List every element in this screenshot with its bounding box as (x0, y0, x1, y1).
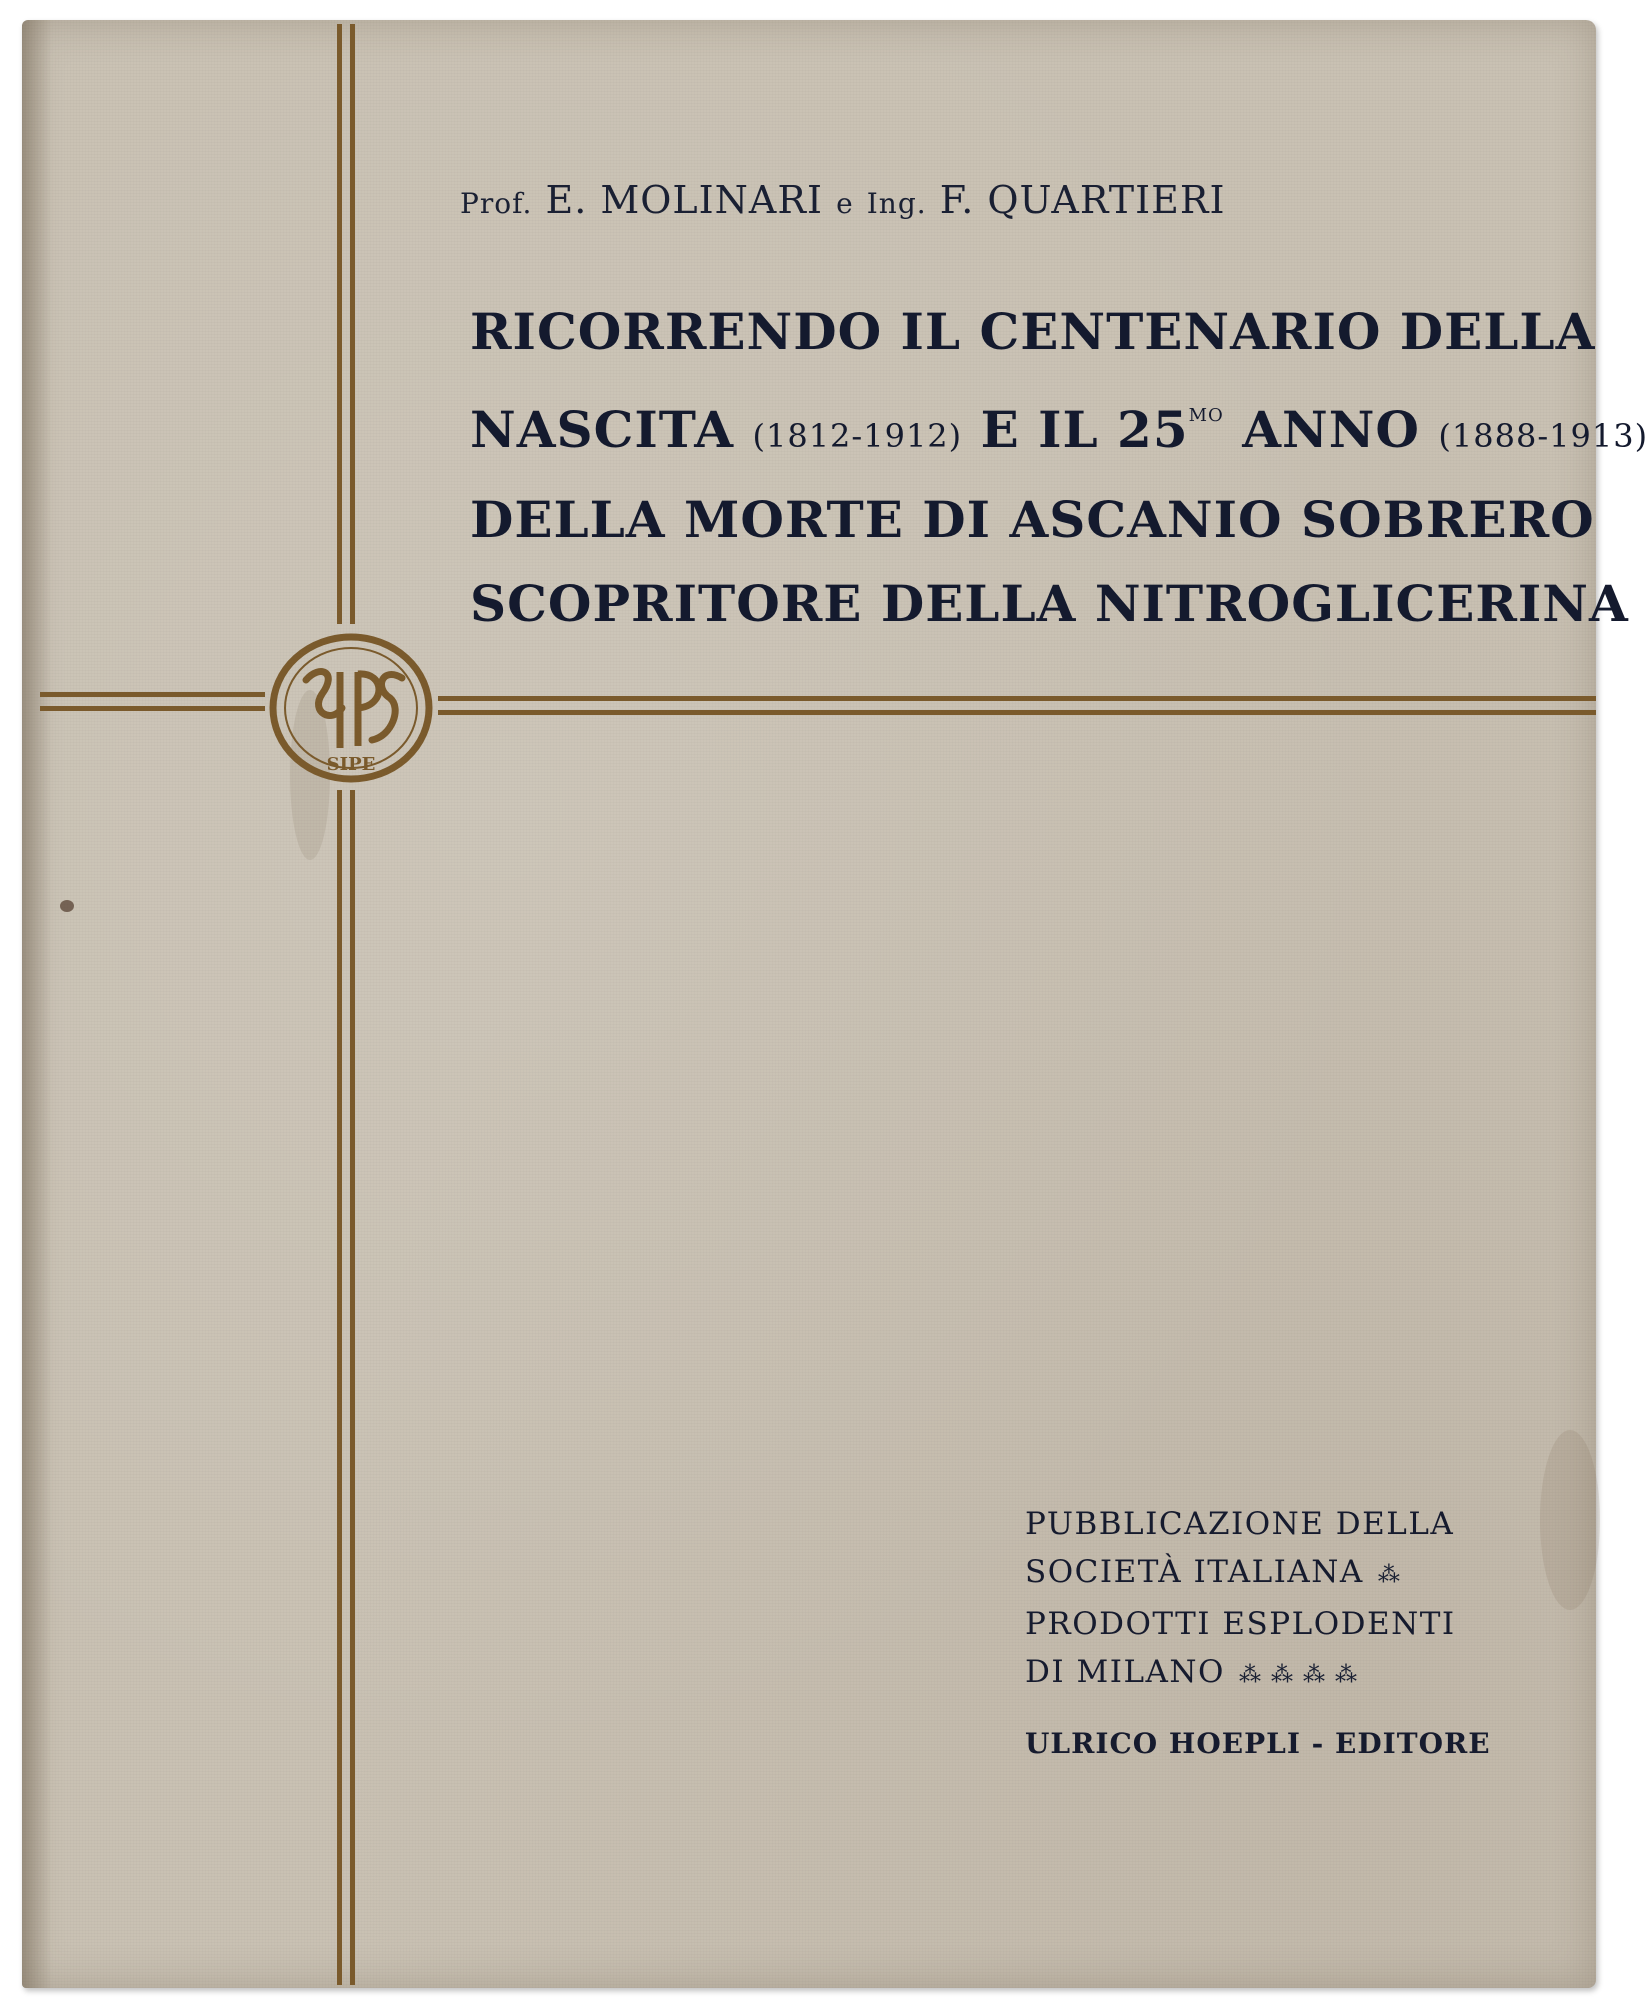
title-line-3: DELLA MORTE DI ASCANIO SOBRERO (470, 490, 1595, 549)
publisher-block (1025, 1500, 1491, 1768)
stain (60, 900, 74, 912)
publisher-editor: ULRICO HOEPLI - EDITORE (1025, 1727, 1491, 1760)
author-prefix-ing: Ing. (866, 187, 927, 220)
book-title (470, 290, 1648, 646)
author-molinari: E. MOLINARI (545, 178, 823, 222)
publisher-line-4 (1025, 1648, 1455, 1700)
title-anno: ANNO (1242, 400, 1420, 459)
horizontal-rule-bottom-left (40, 706, 265, 711)
horizontal-rule-top-right (438, 696, 1596, 701)
monogram-text: SIPE (326, 754, 376, 775)
cover-spine-edge (22, 20, 52, 1988)
title-years-birth: (1812-1912) (752, 417, 963, 455)
sipe-monogram-icon (262, 628, 440, 788)
publisher-line-2 (1025, 1548, 1455, 1600)
publisher-line-1: PUBBLICAZIONE DELLA (1025, 1506, 1455, 1542)
horizontal-rule-top-left (40, 692, 265, 697)
horizontal-rule-bottom-right (438, 710, 1596, 715)
title-e-il-25: E IL 25 (980, 400, 1189, 459)
title-ordinal: MO (1188, 405, 1224, 426)
ornaments-row-icon: ⁂ ⁂ ⁂ ⁂ (1238, 1663, 1359, 1688)
title-line-2 (470, 374, 1648, 478)
publisher-societa: SOCIETÀ ITALIANA (1025, 1554, 1364, 1590)
author-line (460, 178, 1360, 222)
publisher-line-3: PRODOTTI ESPLODENTI (1025, 1606, 1456, 1642)
vertical-rule-right-lower (350, 790, 355, 1985)
vertical-rule-right (350, 24, 355, 624)
author-quartieri: F. QUARTIERI (939, 178, 1226, 222)
title-line-4: SCOPRITORE DELLA NITROGLICERINA (470, 574, 1629, 633)
title-line-1: RICORRENDO IL CENTENARIO DELLA (470, 302, 1596, 361)
title-nascita: NASCITA (470, 400, 735, 459)
publisher-milano: DI MILANO (1025, 1654, 1225, 1690)
ornament-icon: ⁂ (1377, 1563, 1402, 1588)
vertical-rule-left (337, 24, 342, 624)
vertical-rule-left-lower (337, 790, 342, 1985)
author-prefix-prof: Prof. (460, 187, 533, 220)
author-conjunction: e (836, 187, 854, 220)
title-years-death: (1888-1913) (1438, 417, 1648, 455)
stain (1540, 1430, 1600, 1610)
